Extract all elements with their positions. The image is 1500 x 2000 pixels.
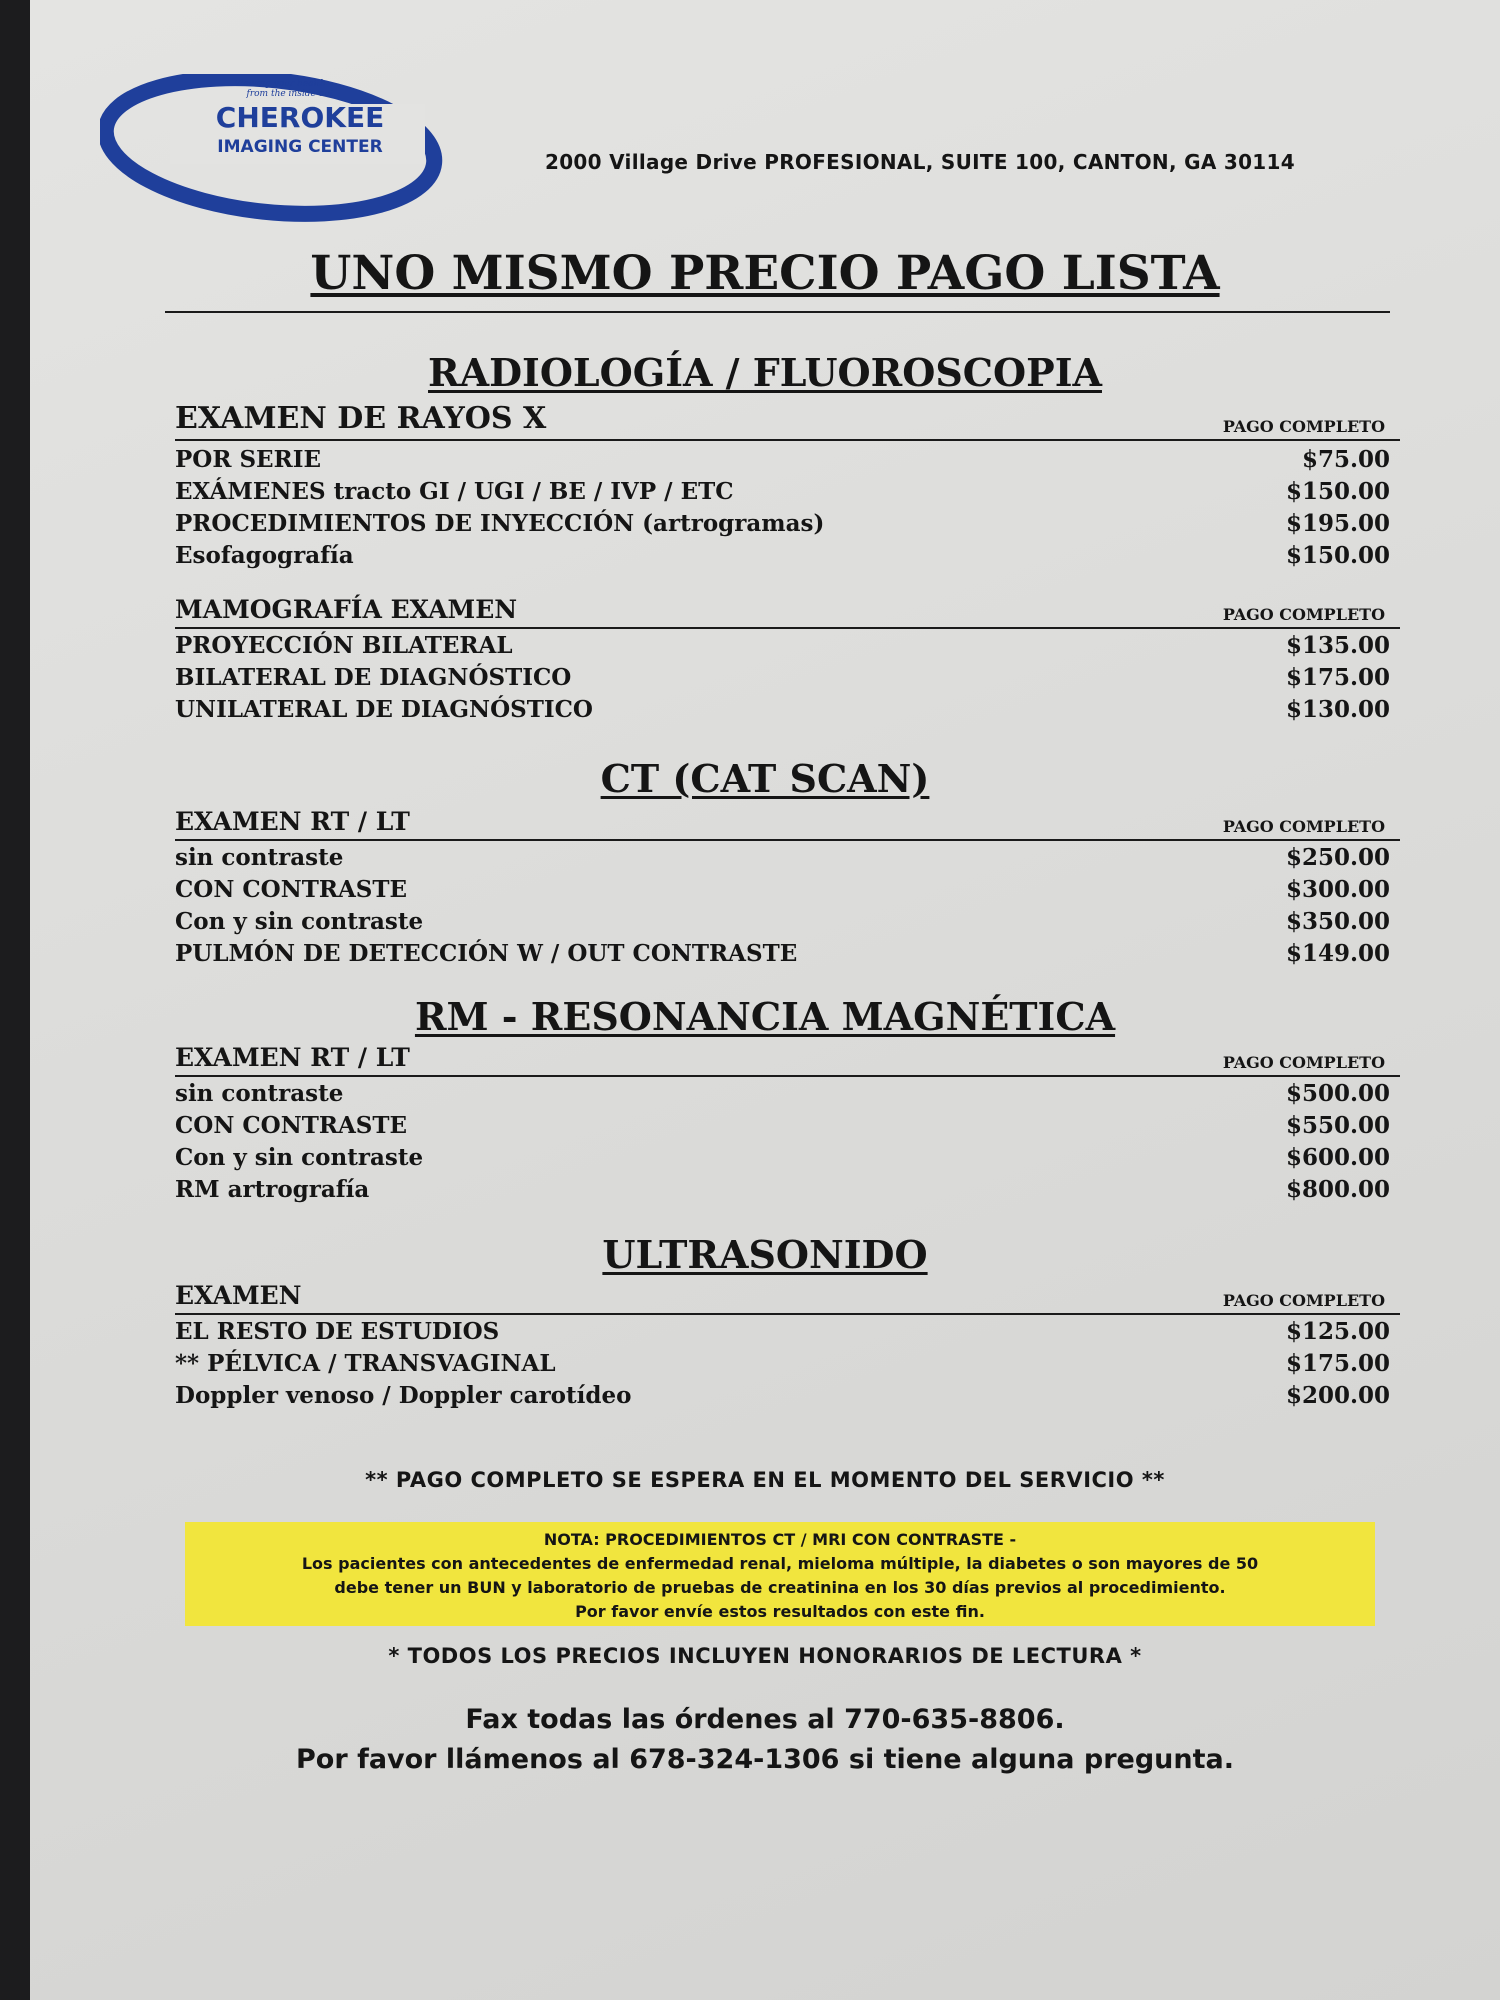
price-row — [175, 1318, 1390, 1350]
exam-price: $149.00 — [1285, 940, 1390, 967]
header-rule — [175, 1313, 1400, 1315]
contrast-note-line: Por favor envíe estos resultados con este fin. — [575, 1602, 985, 1621]
exam-name: EXÁMENES tracto GI / UGI / BE / IVP / ETC — [175, 478, 734, 505]
ct-header — [175, 807, 1400, 838]
exam-price: $600.00 — [1285, 1144, 1390, 1171]
header-rule — [175, 627, 1400, 629]
price-row — [175, 876, 1390, 908]
exam-price: $125.00 — [1285, 1318, 1390, 1345]
exam-name: EL RESTO DE ESTUDIOS — [175, 1318, 500, 1345]
call-line: Por favor llámenos al 678-324-1306 si tiene alguna pregunta. — [296, 1744, 1234, 1775]
exam-name: BILATERAL DE DIAGNÓSTICO — [175, 664, 572, 691]
price-row — [175, 446, 1390, 478]
exam-price: $175.00 — [1285, 664, 1390, 691]
price-row — [175, 510, 1390, 542]
xray-header — [175, 401, 1400, 438]
contrast-note-box — [185, 1522, 1375, 1626]
exam-name: CON CONTRASTE — [175, 876, 408, 903]
logo-tagline-1: Viewing your health — [234, 79, 326, 89]
contrast-note-title: NOTA: PROCEDIMIENTOS CT / MRI CON CONTRASTE - — [543, 1530, 1017, 1549]
exam-name: ** PÉLVICA / TRANSVAGINAL — [175, 1350, 556, 1377]
header-rule — [175, 839, 1400, 841]
contrast-note-line: Los pacientes con antecedentes de enfermedad renal, mieloma múltiple, la diabetes o son mayores de 50 — [301, 1554, 1259, 1573]
exam-name: RM artrografía — [175, 1176, 370, 1203]
exam-price: $200.00 — [1285, 1382, 1390, 1409]
fax-line: Fax todas las órdenes al 770-635-8806. — [465, 1704, 1065, 1735]
price-row — [175, 664, 1390, 696]
exam-name: Con y sin contraste — [175, 908, 424, 935]
logo-name-1: CHEROKEE — [215, 101, 385, 134]
cherokee-imaging-logo — [100, 74, 445, 224]
ultrasound-header-pay: PAGO COMPLETO — [1222, 1291, 1385, 1310]
exam-price: $800.00 — [1285, 1176, 1390, 1203]
exam-name: PROCEDIMIENTOS DE INYECCIÓN (artrogramas) — [175, 510, 825, 537]
ultrasound-header — [175, 1281, 1400, 1312]
exam-name: sin contraste — [175, 1080, 344, 1107]
exam-price: $150.00 — [1285, 478, 1390, 505]
xray-header-label: EXAMEN DE RAYOS X — [175, 401, 547, 436]
header-rule — [175, 439, 1400, 441]
section-title-mri: RM - RESONANCIA MAGNÉTICA — [414, 994, 1116, 1039]
price-row — [175, 908, 1390, 940]
exam-price: $350.00 — [1285, 908, 1390, 935]
exam-price: $75.00 — [1301, 446, 1390, 473]
mri-header — [175, 1043, 1400, 1074]
price-row — [175, 1176, 1390, 1208]
logo-tagline-2: from the inside out — [246, 89, 334, 99]
exam-name: sin contraste — [175, 844, 344, 871]
mammo-header — [175, 595, 1400, 626]
exam-price: $135.00 — [1285, 632, 1390, 659]
exam-price: $195.00 — [1285, 510, 1390, 537]
price-row — [175, 1350, 1390, 1382]
exam-name: UNILATERAL DE DIAGNÓSTICO — [175, 696, 593, 723]
ultrasound-header-label: EXAMEN — [175, 1281, 302, 1310]
logo-name-2: IMAGING CENTER — [217, 137, 383, 157]
mammo-header-pay: PAGO COMPLETO — [1222, 605, 1385, 624]
price-row — [175, 1080, 1390, 1112]
xray-header-pay: PAGO COMPLETO — [1222, 417, 1385, 436]
exam-price: $250.00 — [1285, 844, 1390, 871]
reading-fees-note: * TODOS LOS PRECIOS INCLUYEN HONORARIOS DE LECTURA * — [388, 1644, 1142, 1668]
exam-price: $175.00 — [1285, 1350, 1390, 1377]
mri-header-label: EXAMEN RT / LT — [175, 1043, 410, 1072]
price-row — [175, 940, 1390, 972]
title-divider — [165, 311, 1390, 313]
price-row — [175, 844, 1390, 876]
section-title-radiology: RADIOLOGÍA / FLUOROSCOPIA — [428, 350, 1102, 395]
price-row — [175, 696, 1390, 728]
payment-note: ** PAGO COMPLETO SE ESPERA EN EL MOMENTO DEL SERVICIO ** — [365, 1468, 1165, 1492]
price-row — [175, 1112, 1390, 1144]
mri-header-pay: PAGO COMPLETO — [1222, 1053, 1385, 1072]
price-list-sheet — [30, 0, 1500, 2000]
price-row — [175, 542, 1390, 574]
price-row — [175, 1144, 1390, 1176]
exam-name: Doppler venoso / Doppler carotídeo — [175, 1382, 632, 1409]
exam-name: POR SERIE — [175, 446, 321, 473]
exam-name: Esofagografía — [175, 542, 354, 569]
page-title: UNO MISMO PRECIO PAGO LISTA — [310, 246, 1220, 301]
contrast-note-line: debe tener un BUN y laboratorio de pruebas de creatinina en los 30 días previos al procedimiento. — [334, 1578, 1226, 1597]
price-row — [175, 632, 1390, 664]
ct-header-label: EXAMEN RT / LT — [175, 807, 410, 836]
exam-price: $130.00 — [1285, 696, 1390, 723]
exam-name: Con y sin contraste — [175, 1144, 424, 1171]
exam-price: $300.00 — [1285, 876, 1390, 903]
price-row — [175, 478, 1390, 510]
exam-name: CON CONTRASTE — [175, 1112, 408, 1139]
clinic-address: 2000 Village Drive PROFESIONAL, SUITE 100, CANTON, GA 30114 — [545, 150, 1295, 174]
price-row — [175, 1382, 1390, 1414]
section-title-ct: CT (CAT SCAN) — [600, 756, 930, 801]
ct-header-pay: PAGO COMPLETO — [1222, 817, 1385, 836]
header-rule — [175, 1075, 1400, 1077]
exam-name: PULMÓN DE DETECCIÓN W / OUT CONTRASTE — [175, 940, 798, 967]
exam-price: $550.00 — [1285, 1112, 1390, 1139]
exam-name: PROYECCIÓN BILATERAL — [175, 632, 513, 659]
exam-price: $500.00 — [1285, 1080, 1390, 1107]
exam-price: $150.00 — [1285, 542, 1390, 569]
section-title-ultrasound: ULTRASONIDO — [602, 1232, 928, 1277]
mammo-header-label: MAMOGRAFÍA EXAMEN — [175, 595, 518, 624]
